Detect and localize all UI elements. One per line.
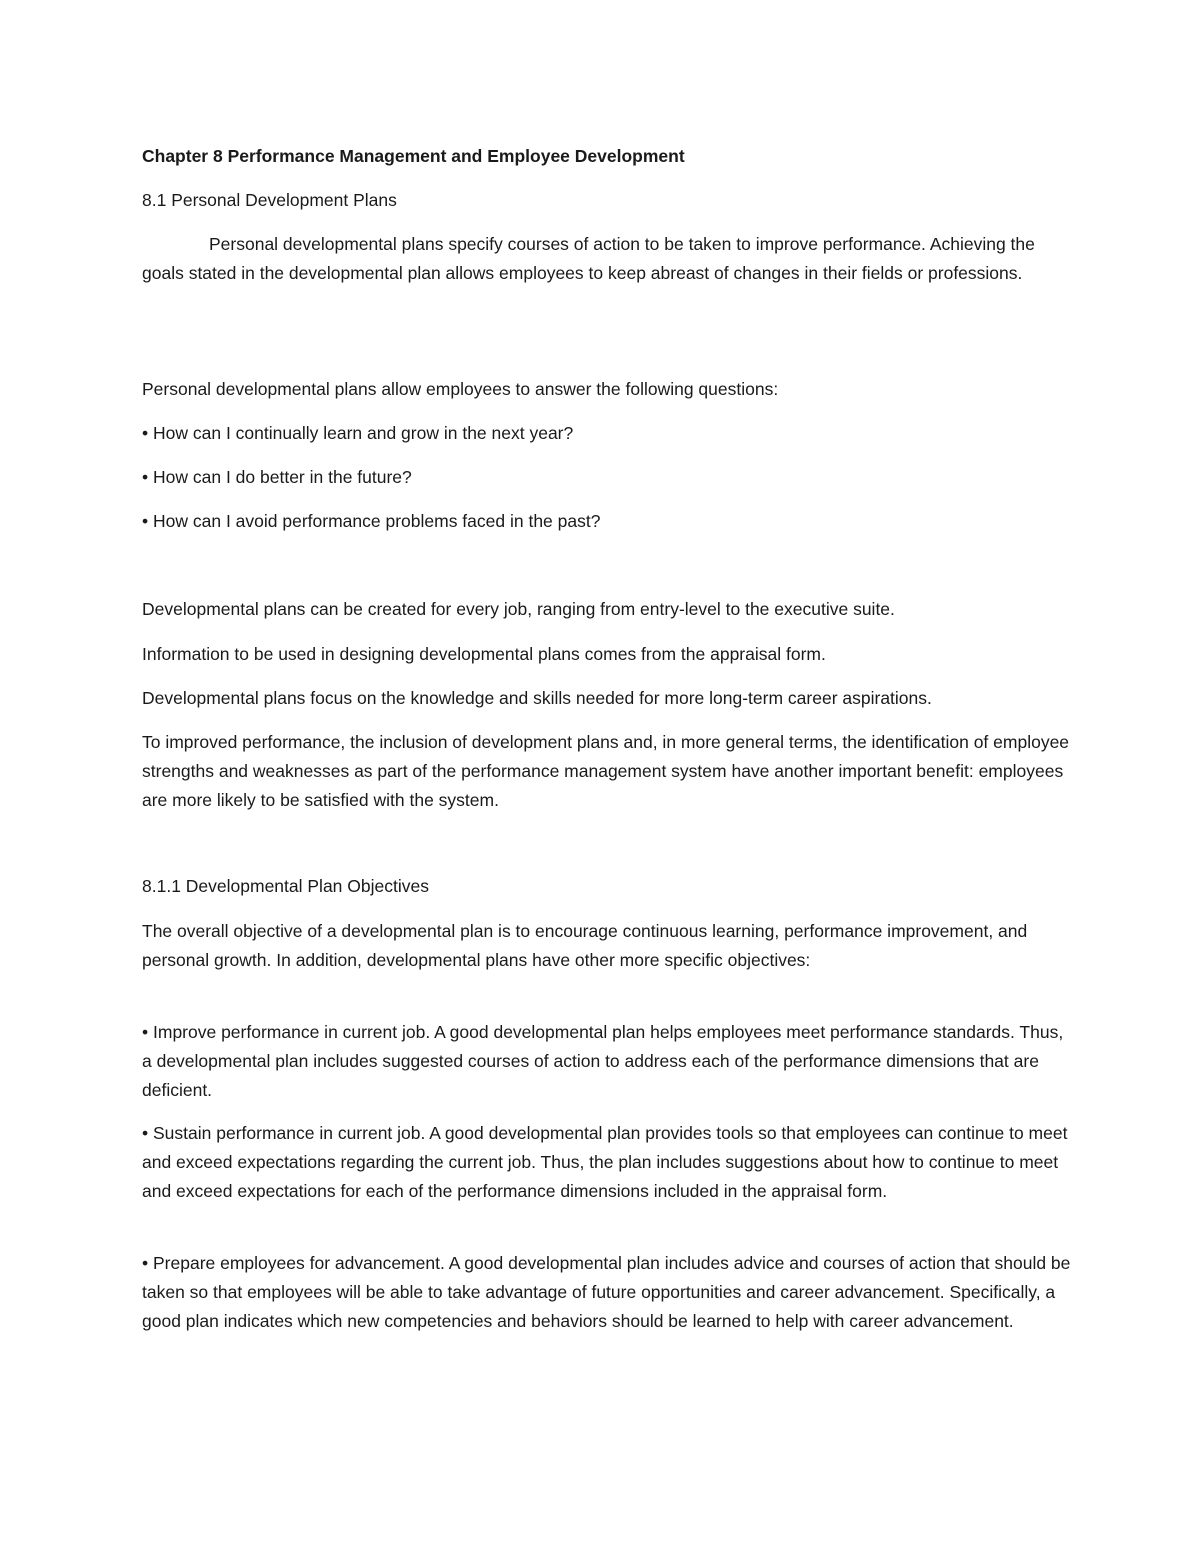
statement-paragraph: Developmental plans can be created for every job, ranging from entry-level to the executive suite. [142,599,895,619]
question-item: • How can I do better in the future? [142,463,1077,492]
question-item: • How can I avoid performance problems faced in the past? [142,507,1077,536]
objective-item: • Sustain performance in current job. A good developmental plan provides tools so that employees can continue to meet and exceed expectations regarding the current job. Thus, the plan includes suggestions about how to continue to meet and exceed expectations for each of the performance dimensions included in the appraisal form. [142,1119,1077,1206]
statement-paragraph: Information to be used in designing developmental plans comes from the appraisal form. [142,644,826,664]
objective-item: • Improve performance in current job. A good developmental plan helps employees meet performance standards. Thus, a developmental plan includes suggested courses of action to address each of the performance dimensions that are deficient. [142,1018,1077,1105]
section-heading-8-1: 8.1 Personal Development Plans [142,190,397,210]
objectives-intro: The overall objective of a developmental plan is to encourage continuous learning, performance improvement, and personal growth. In addition, developmental plans have other more specific objectives: [142,921,1028,970]
questions-intro: Personal developmental plans allow employees to answer the following questions: [142,379,779,399]
statement-paragraph: Developmental plans focus on the knowledge and skills needed for more long-term career aspirations. [142,688,932,708]
question-item: • How can I continually learn and grow in the next year? [142,419,1077,448]
chapter-title: Chapter 8 Performance Management and Employee Development [142,146,685,166]
section-heading-8-1-1: 8.1.1 Developmental Plan Objectives [142,876,429,896]
statement-paragraph: To improved performance, the inclusion of development plans and, in more general terms, the identification of employee strengths and weaknesses as part of the performance management system have another important benefit: employees are more likely to be satisfied with the system. [142,732,1070,810]
objective-item: • Prepare employees for advancement. A good developmental plan includes advice and courses of action that should be taken so that employees will be able to take advantage of future opportunities and career advancement. Specifically, a good plan indicates which new competencies and behaviors should be learned to help with career advancement. [142,1249,1077,1336]
intro-paragraph: Personal developmental plans specify courses of action to be taken to improve performance. Achieving the goals stated in the developmental plan allows employees to keep abreast of changes in their fields or professions. [142,234,1035,283]
